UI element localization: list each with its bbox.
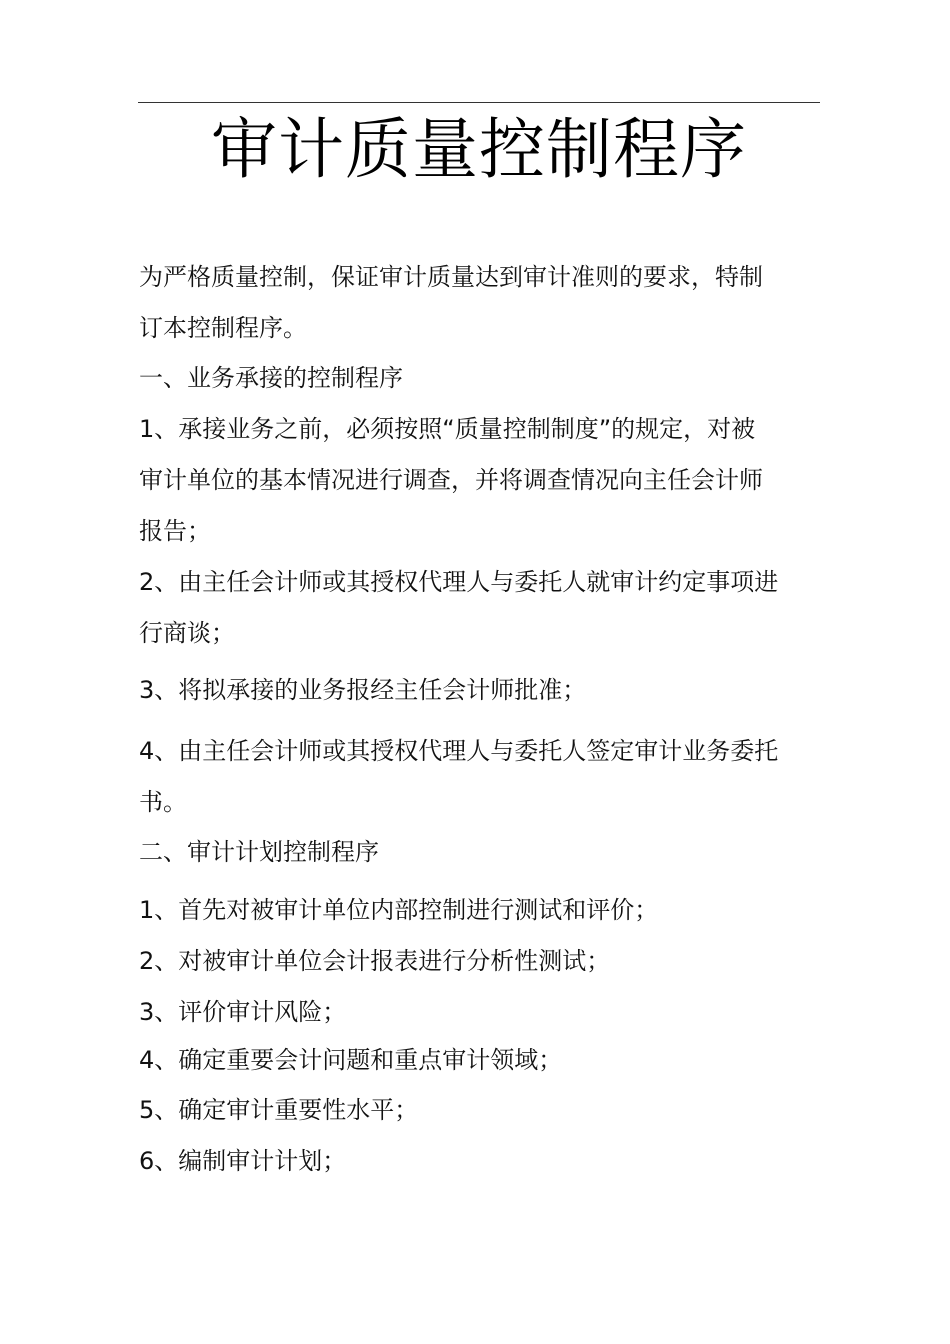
text-line: 5、确定审计重要性水平； <box>139 1096 419 1124</box>
text-line: 书。 <box>139 788 187 816</box>
list-item <box>139 726 821 828</box>
text-line: 3、评价审计风险； <box>139 998 347 1026</box>
section-heading-planning <box>139 827 821 878</box>
text-line: 2、对被审计单位会计报表进行分析性测试； <box>139 947 611 975</box>
section-heading-acceptance <box>139 353 821 404</box>
list-item <box>139 885 821 936</box>
list-item <box>139 936 821 987</box>
text-line: 3、将拟承接的业务报经主任会计师批准； <box>139 676 587 704</box>
text-line: 一、业务承接的控制程序 <box>139 364 403 392</box>
list-item <box>139 1035 821 1086</box>
text-line: 1、首先对被审计单位内部控制进行测试和评价； <box>139 896 659 924</box>
text-line: 行商谈； <box>139 619 235 647</box>
intro-paragraph <box>139 252 821 354</box>
list-item <box>139 665 821 716</box>
text-line: 报告； <box>139 517 211 545</box>
list-item <box>139 1136 821 1187</box>
header-rule <box>138 102 820 103</box>
text-line: 二、审计计划控制程序 <box>139 838 379 866</box>
document-title: 审计质量控制程序 <box>211 111 747 188</box>
text-line: 为严格质量控制，保证审计质量达到审计准则的要求，特制 <box>139 263 763 291</box>
list-item <box>139 987 821 1038</box>
list-item <box>139 557 821 659</box>
text-line: 4、由主任会计师或其授权代理人与委托人签定审计业务委托 <box>139 737 779 765</box>
text-line: 订本控制程序。 <box>139 314 307 342</box>
list-item <box>139 404 821 557</box>
text-line: 4、确定重要会计问题和重点审计领域； <box>139 1046 563 1074</box>
text-line: 1、承接业务之前，必须按照“质量控制制度”的规定，对被 <box>139 415 756 443</box>
text-line: 6、编制审计计划； <box>139 1147 347 1175</box>
list-item <box>139 1085 821 1136</box>
text-line: 审计单位的基本情况进行调查，并将调查情况向主任会计师 <box>139 466 763 494</box>
text-line: 2、由主任会计师或其授权代理人与委托人就审计约定事项进 <box>139 568 779 596</box>
